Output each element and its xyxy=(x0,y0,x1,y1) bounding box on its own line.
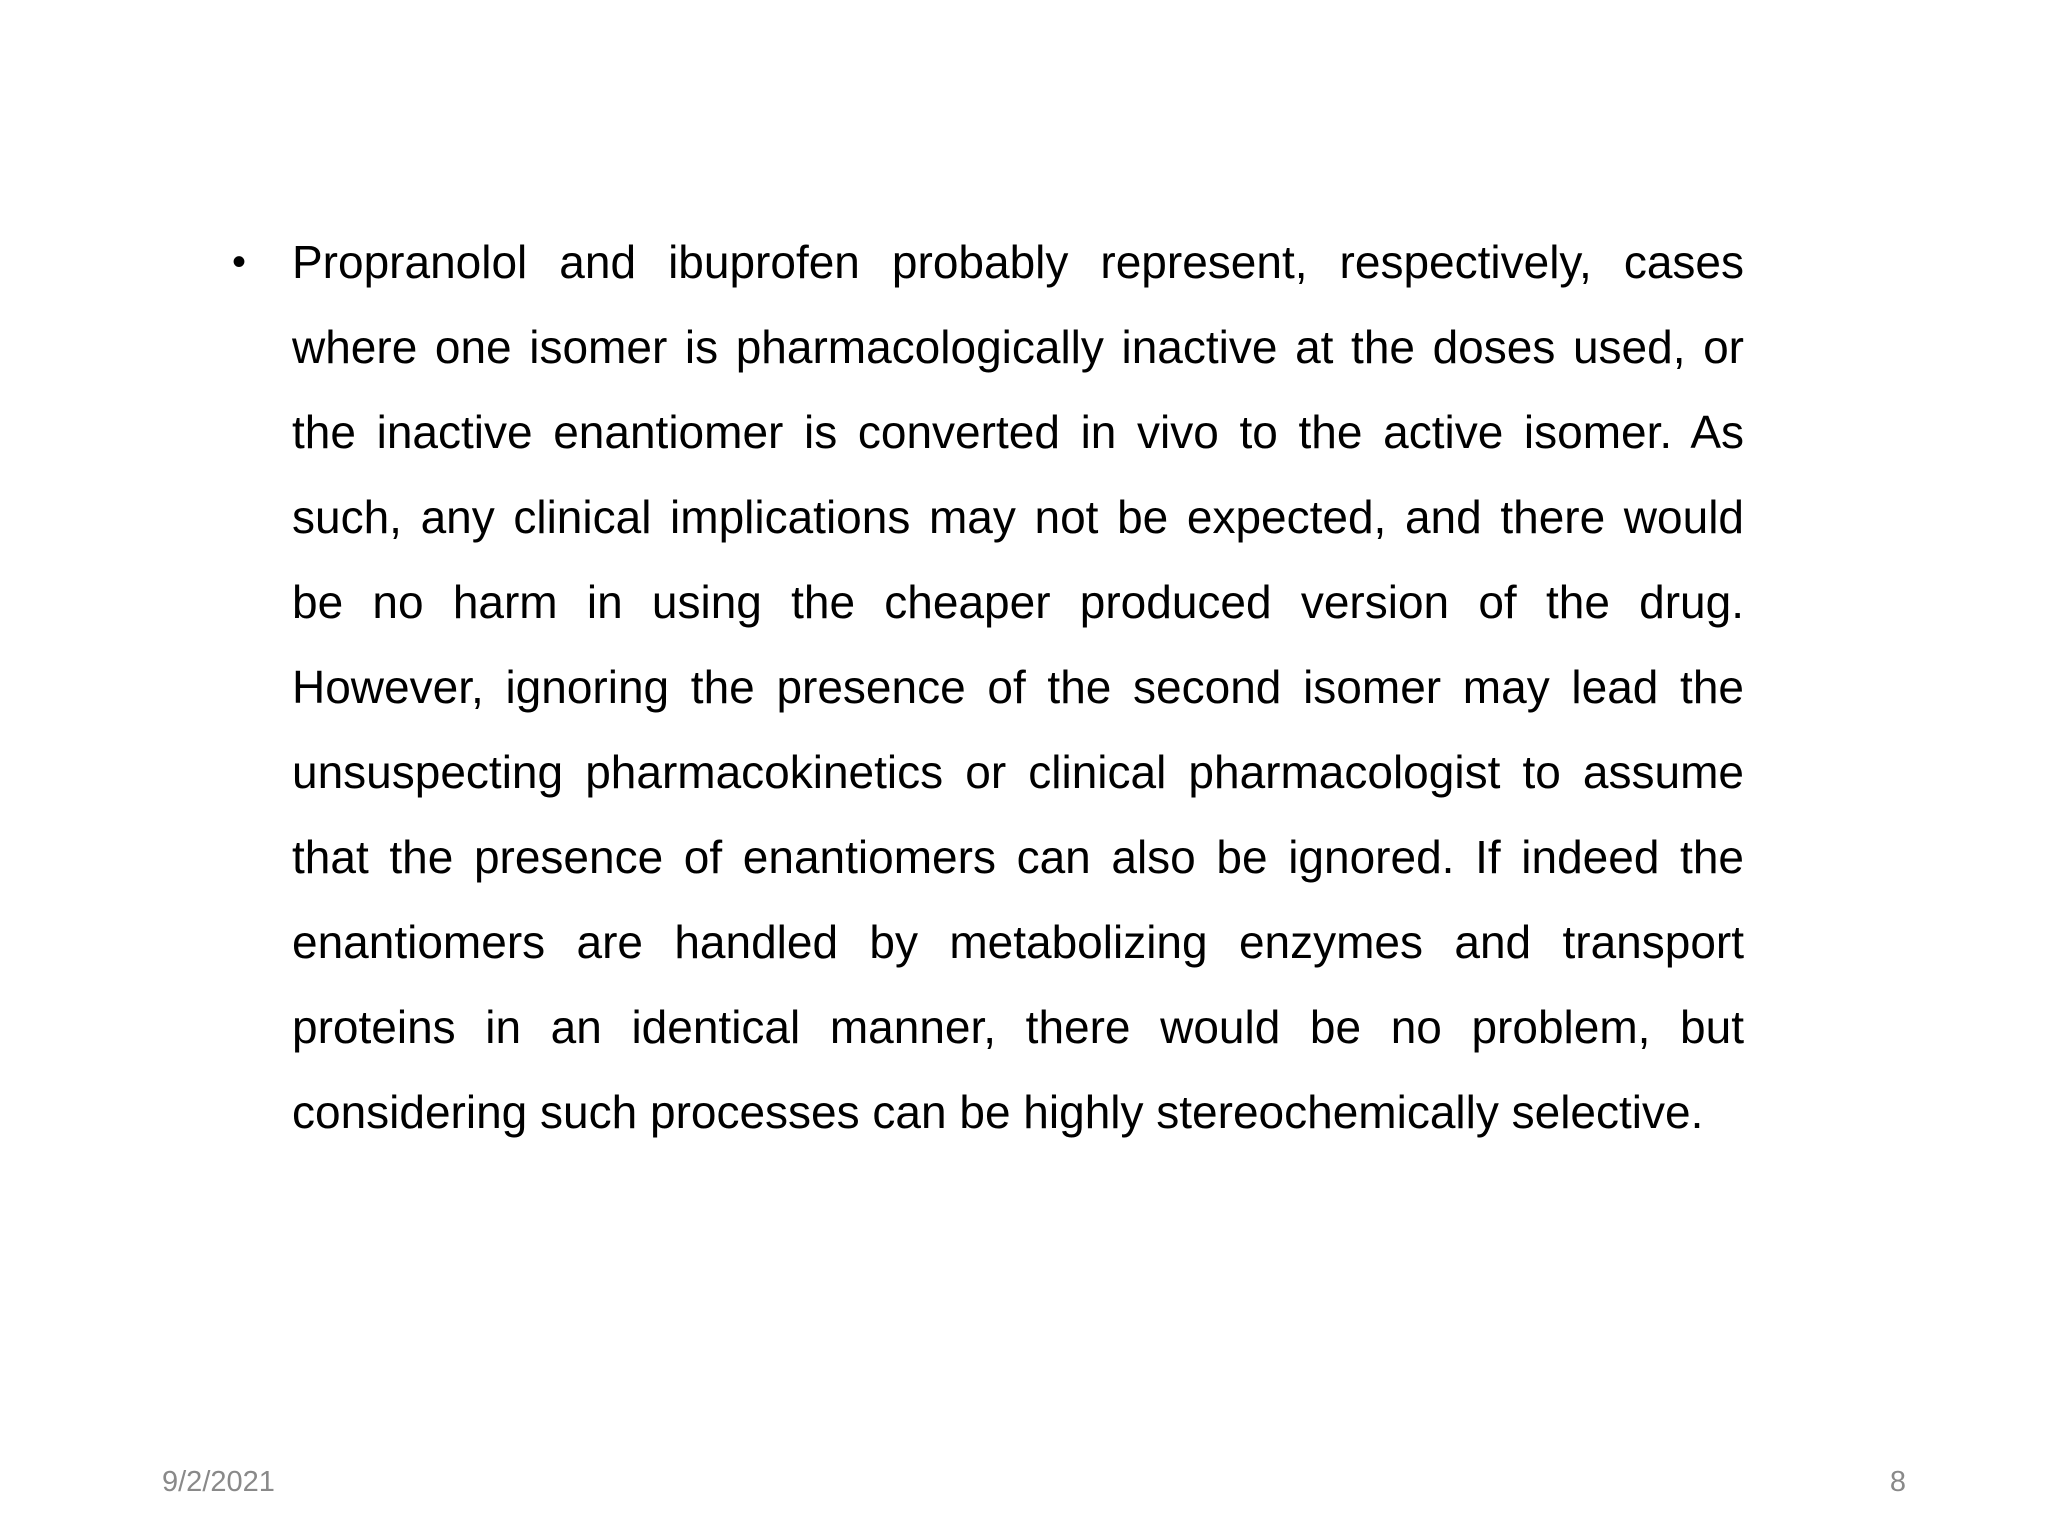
bullet-item xyxy=(232,220,1744,1155)
slide-body xyxy=(232,220,1744,1155)
bullet-marker: • xyxy=(232,240,247,284)
bullet-text: Propranolol and ibuprofen probably represent, respectively, cases where one isomer is pharmacologically inactive at the doses used, or the inactive enantiomer is converted in vivo to the active isomer. As such, any clinical implications may not be expected, and there would be no harm in using the cheaper produced version of the drug. However, ignoring the presence of the second isomer may lead the unsuspecting pharmacokinetics or clinical pharmacologist to assume that the presence of enantiomers can also be ignored. If indeed the enantiomers are handled by metabolizing enzymes and transport proteins in an identical manner, there would be no problem, but considering such processes can be highly stereochemically selective. xyxy=(292,236,1744,1138)
footer-date: 9/2/2021 xyxy=(162,1466,275,1498)
footer-page-number: 8 xyxy=(1889,1466,1906,1498)
